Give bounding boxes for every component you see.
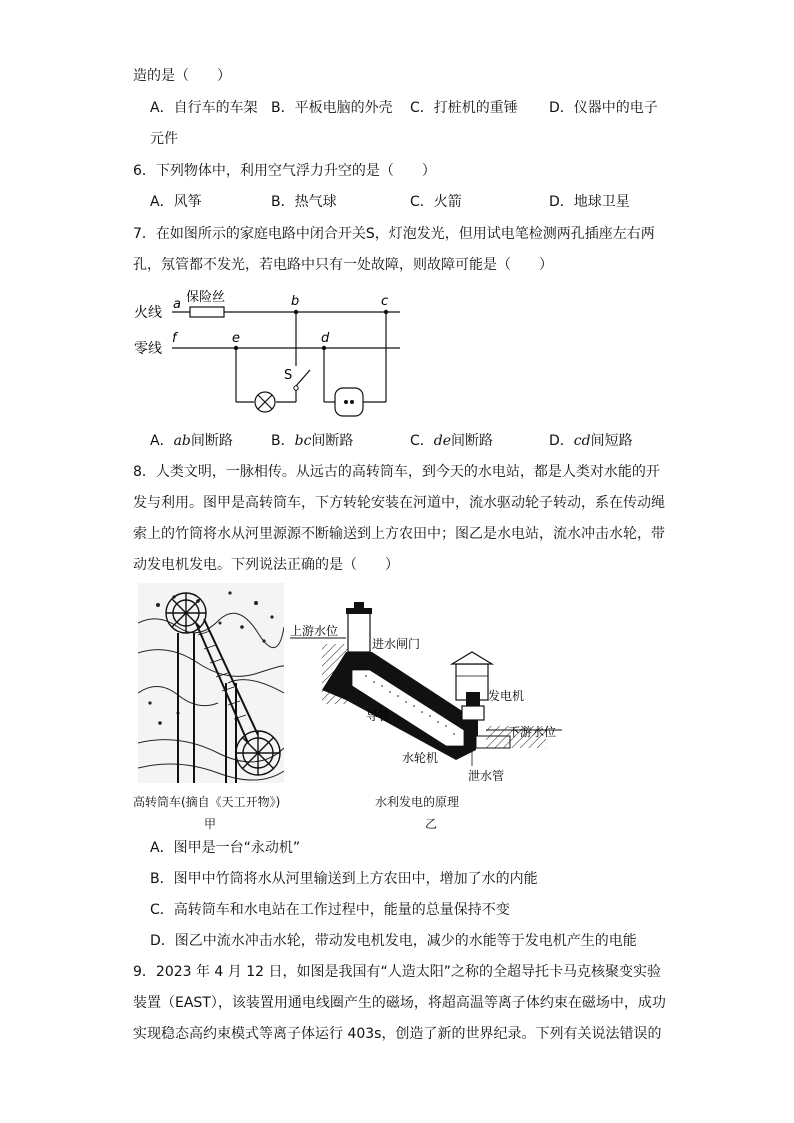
q7-option-a[interactable]: A．ab间断路 [150,433,233,449]
turbine-unit [468,720,478,736]
q7-stem-line1: 7．在如图所示的家庭电路中闭合开关S，灯泡发光，但用试电笔检测两孔插座左右两 [133,226,655,242]
fig1-caption: 高转筒车(摘自《天工开物》) [133,795,281,809]
q9-stem-line2: 装置（EAST），该装置用通电线圈产生的磁场，将超高温等离子体约束在磁场中，成功 [133,995,666,1011]
q5-option-a[interactable]: A．自行车的车架 [150,100,258,116]
q8-option-d[interactable]: D．图乙中流水冲击水轮，带动发电机发电，减少的水能等于发电机产生的电能 [150,933,637,949]
neutral-label: 零线 [134,341,162,357]
label-d: d [321,331,330,346]
label-e: e [232,331,240,346]
q6-option-c[interactable]: C．火箭 [410,194,462,210]
node-b [294,310,298,314]
label-c: c [381,294,389,309]
fig1-label: 甲 [204,817,217,831]
switch-blade [296,370,310,386]
q7-stem-line2: 孔，氖管都不发光，若电路中只有一处故障，则故障可能是（ ） [133,257,553,273]
outlet-label: 泄水管 [468,769,505,783]
q8-option-a[interactable]: A．图甲是一台“永动机” [150,840,301,856]
q8-option-c[interactable]: C．高转筒车和水电站在工作过程中，能量的总量保持不变 [150,902,510,918]
socket-symbol [335,388,363,416]
label-a: a [173,297,181,312]
live-label: 火线 [134,305,162,321]
q6-stem: 6．下列物体中，利用空气浮力升空的是（ ） [133,163,436,179]
fig2-caption: 水利发电的原理 [375,795,460,809]
q6-option-a[interactable]: A．风筝 [150,194,202,210]
turbine-label: 水轮机 [402,751,439,765]
circuit-svg [128,282,418,422]
downstream-label: 下游水位 [508,725,557,739]
q9-stem-line1: 9．2023 年 4 月 12 日，如图是我国有“人造太阳”之称的全超导托卡马克核聚变实验 [133,964,662,980]
intake-gate-tower [348,612,370,652]
fig2-label: 乙 [425,817,438,831]
q5-option-c[interactable]: C．打桩机的重锤 [410,100,518,116]
water-wheel-illustration [138,583,284,783]
q8-option-b[interactable]: B．图甲中竹筒将水从河里输送到上方农田中，增加了水的内能 [150,871,538,887]
q7-option-d[interactable]: D．cd间短路 [549,433,633,449]
q5-stem-tail: 造的是（ ） [133,68,231,84]
q8-stem-line2: 发与利用。图甲是高转筒车，下方转轮安装在河道中，流水驱动轮子转动，系在传动绳 [133,495,665,511]
fuse-label: 保险丝 [186,290,226,305]
generator-unit [466,692,480,706]
q7-option-c[interactable]: C．de间断路 [410,433,494,449]
label-f: f [172,331,177,346]
label-b: b [291,294,300,309]
upstream-label: 上游水位 [290,624,339,638]
q6-option-d[interactable]: D．地球卫星 [549,194,630,210]
pipe-label: 导管 [366,709,391,723]
q8-stem-line1: 8．人类文明，一脉相传。从远古的高转筒车，到今天的水电站，都是人类对水能的开 [133,464,660,480]
switch-label: S [284,368,293,383]
node-d [322,346,326,350]
hydropower-diagram [286,600,566,790]
generator-label: 发电机 [488,689,525,703]
node-e [234,346,238,350]
gate-label: 进水闸门 [372,637,421,651]
fuse-symbol [190,307,224,317]
q8-stem-line3: 索上的竹筒将水从河里源源不断输送到上方农田中；图乙是水电站，流水冲击水轮，带 [133,526,665,542]
node-c [384,310,388,314]
household-circuit-diagram [128,282,418,422]
q5-option-b[interactable]: B．平板电脑的外壳 [271,100,393,116]
q5-option-d-cont: 元件 [150,131,178,147]
q7-option-b[interactable]: B．bc间断路 [271,433,354,449]
q9-stem-line3: 实现稳态高约束模式等离子体运行 403s，创造了新的世界纪录。下列有关说法错误的 [133,1026,662,1042]
q6-option-b[interactable]: B．热气球 [271,194,337,210]
q5-option-d[interactable]: D．仪器中的电子 [549,100,658,116]
q8-stem-line4: 动发电机发电。下列说法正确的是（ ） [133,557,399,573]
